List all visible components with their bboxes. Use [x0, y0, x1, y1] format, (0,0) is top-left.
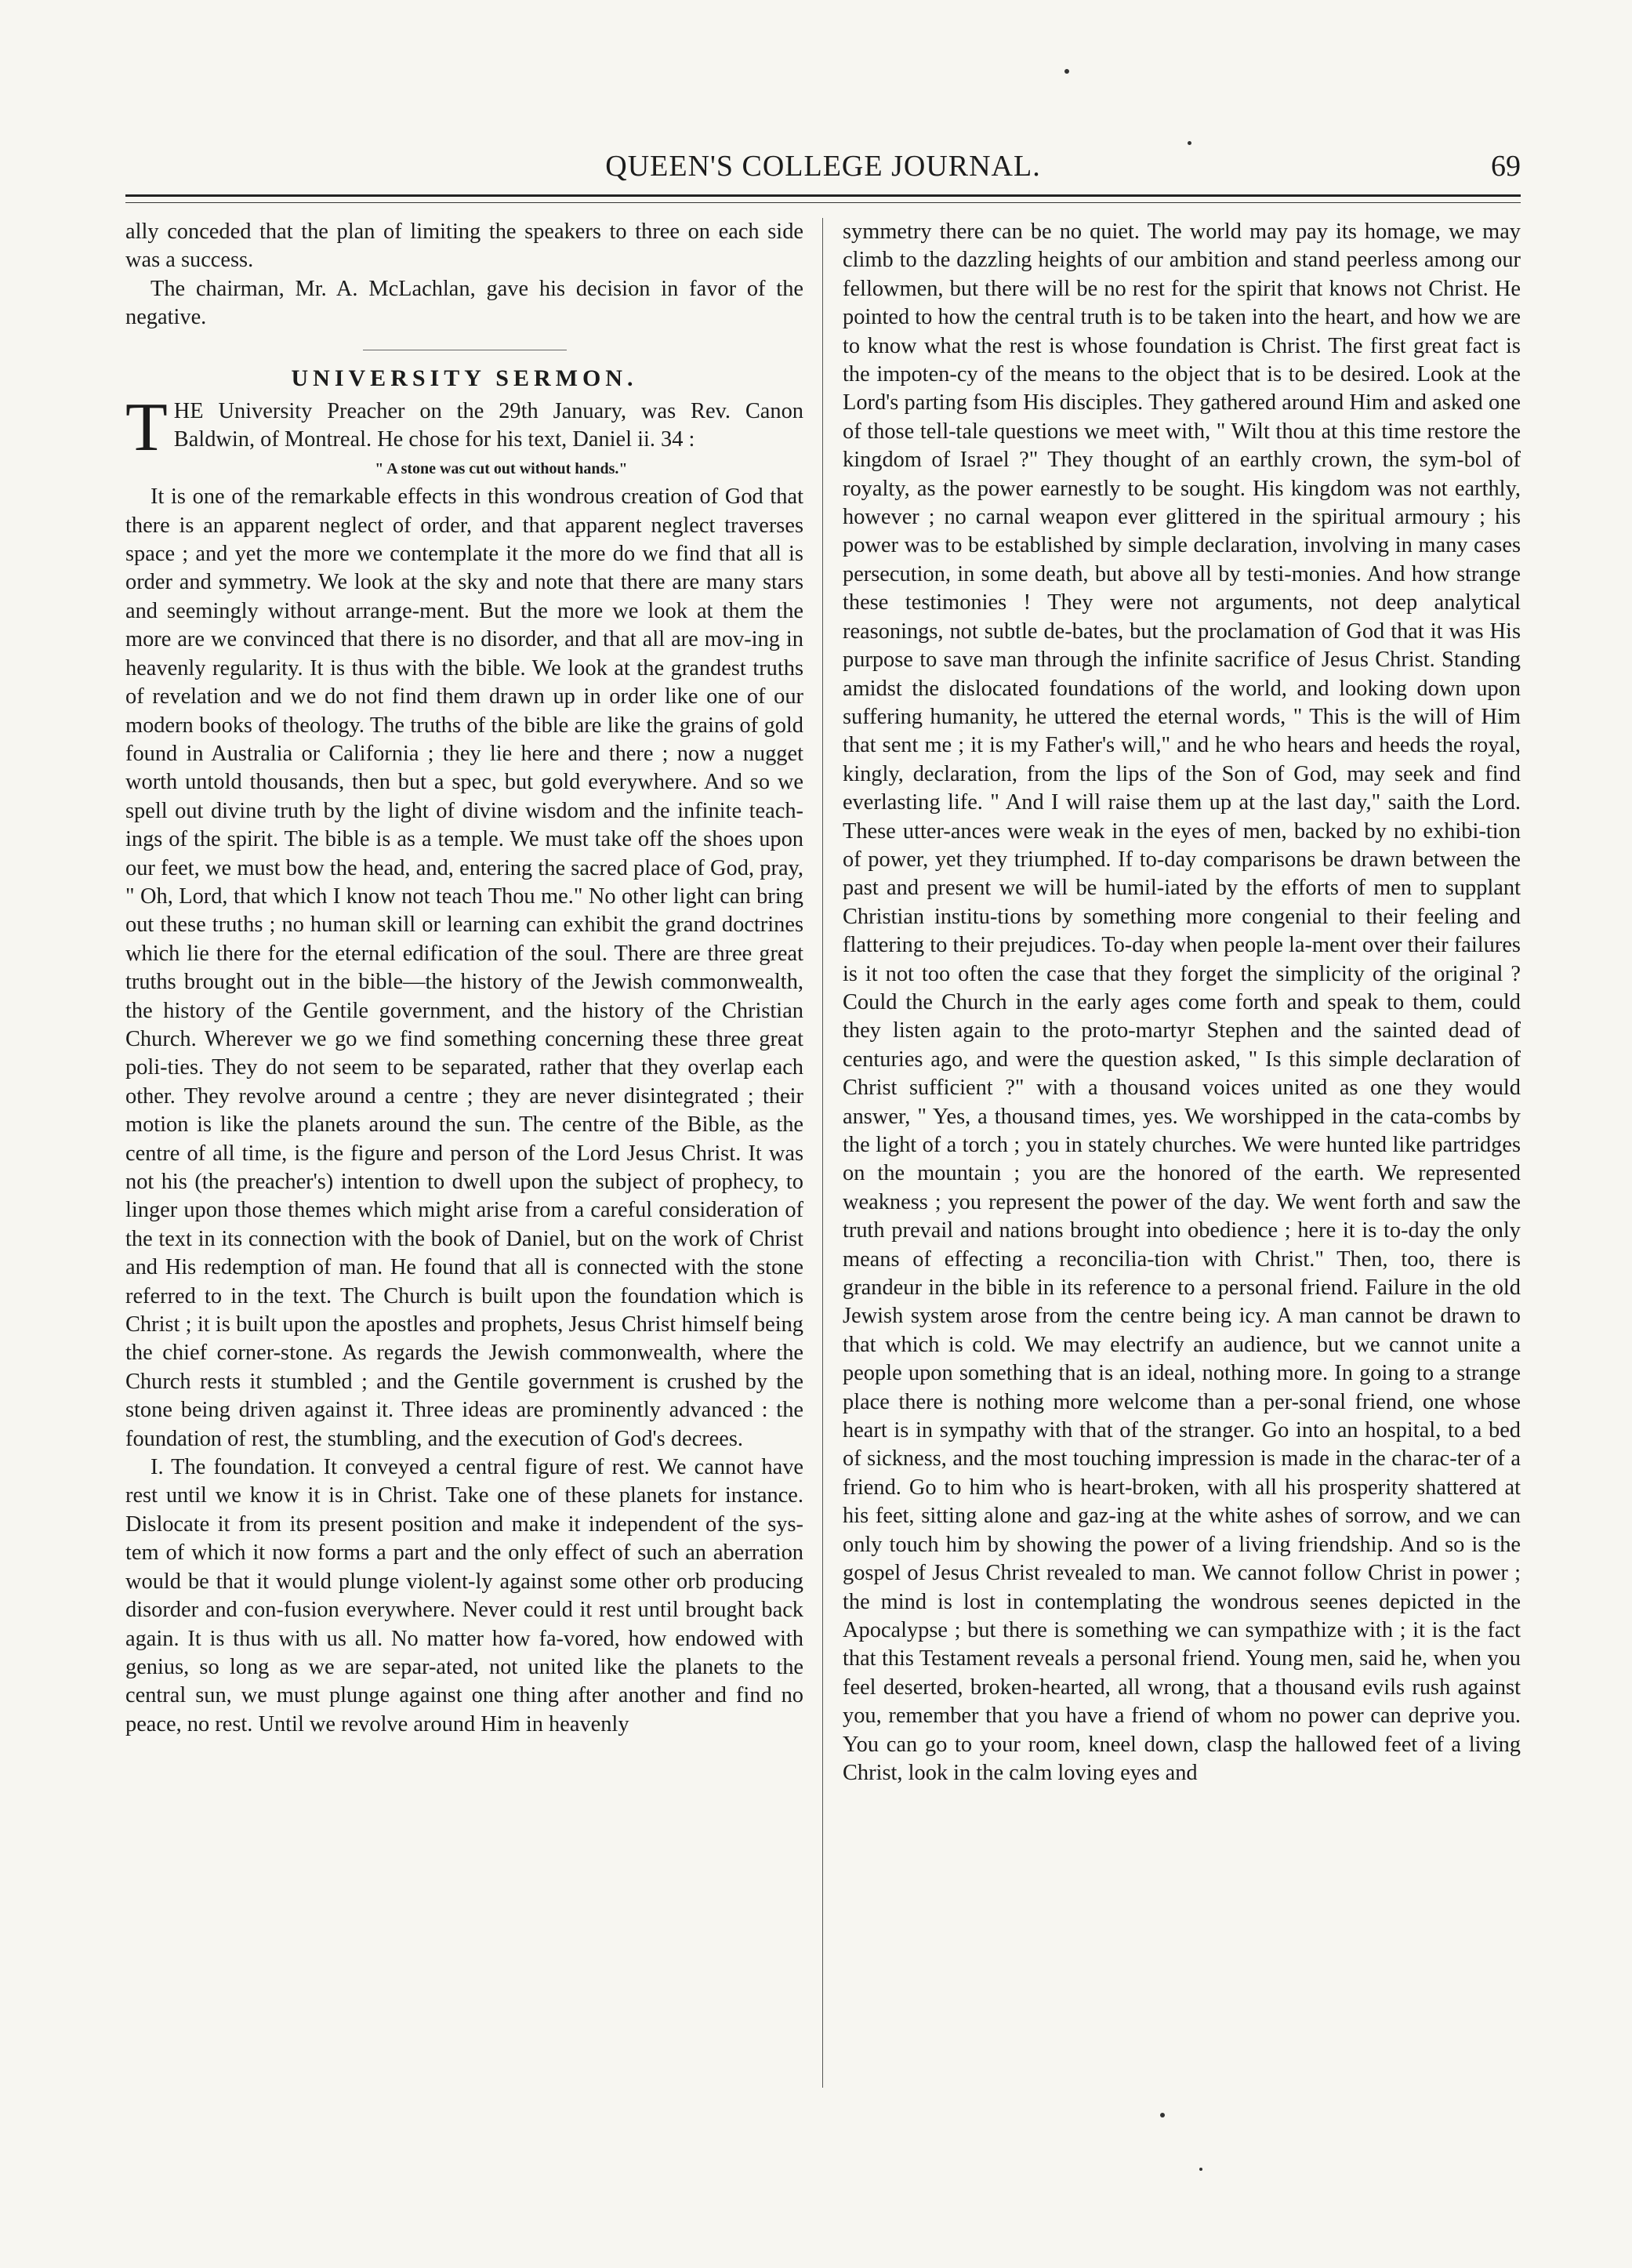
- intro-text: HE University Preacher on the 29th January, was Rev. Canon Baldwin, of Montreal. He chose for his text, Daniel ii. 34 :: [173, 399, 803, 452]
- left-column: [125, 218, 803, 1739]
- column-divider: [822, 218, 823, 2088]
- article-title: UNIVERSITY SERMON.: [291, 365, 638, 391]
- article-intro: [125, 390, 803, 466]
- running-title: QUEEN'S COLLEGE JOURNAL.: [605, 150, 1041, 183]
- drop-cap: T: [125, 390, 168, 466]
- epigraph: " A stone was cut out without hands.": [375, 459, 628, 477]
- body-paragraph: It is one of the remarkable effects in this wondrous creation of God that there is an apparent neglect of order, and that apparent neglect traverses space ; and yet the more we contemplate it the more do we find that all is order and symmetry. We look at the sky and note that there are many stars and seemingly without arrange-ment. But the more we look at them the more are we convinced that there is no disorder, and that all are mov-ing in heavenly regularity. It is thus with the bible. We look at the grandest truths of revelation and we do not find them drawn up in order like one of our modern books of theology. The truths of the bible are like the grains of gold found in Australia or California ; they lie here and there ; now a nugget worth untold thousands, then but a spec, but gold everywhere. And so we spell out divine truth by the light of divine wisdom and the infinite teach-ings of the spirit. The bible is as a temple. We must take off the shoes upon our feet, we must bow the head, and, entering the sacred place of God, pray, " Oh, Lord, that which I know not teach Thou me." No other light can bring out these truths ; no human skill or learning can exhibit the grand doctrines which lie there for the eternal edification of the soul. There are three great truths brought out in the bible—the history of the Jewish commonwealth, the history of the Gentile government, and the history of the Christian Church. Wherever we go we find something concerning these three great poli-ties. They do not seem to be separated, rather that they overlap each other. They revolve around a centre ; they are never disintegrated ; their motion is like the planets around the sun. The centre of the Bible, as the centre of all time, is the figure and person of the Lord Jesus Christ. It was not his (the preacher's) intention to dwell upon the subject of prophecy, to linger upon those themes which might arise from a careful consideration of the text in its connection with the book of Daniel, but on the work of Christ and His redemption of man. He found that all is connected with the stone referred to in the text. The Church is built upon the foundation which is Christ ; it is built upon the apostles and prophets, Jesus Christ himself being the chief corner-stone. As regards the Jewish commonwealth, where the Church rests it stumbled ; and the Gentile government is crushed by the stone being driven against it. Three ideas are prominently advanced : the foundation of rest, the stumbling, and the execution of God's decrees.: [125, 484, 803, 1451]
- header-rule-thick: [125, 194, 1521, 197]
- right-column: [843, 218, 1521, 1787]
- print-speck: [1188, 141, 1191, 145]
- print-speck: [1199, 2168, 1202, 2171]
- debate-paragraph: ally conceded that the plan of limiting the speakers to three on each side was a success.: [125, 220, 803, 273]
- print-speck: [1160, 2113, 1165, 2117]
- body-paragraph: symmetry there can be no quiet. The world may pay its homage, we may climb to the dazzling heights of our ambition and stand peerless among our fellowmen, but there will be no rest for the spirit that knows not Christ. He pointed to how the central truth is to be taken into the heart, and how we are to know what the rest is whose foundation is Christ. The first great fact is the impoten-cy of the means to the object that is to be desired. Look at the Lord's parting fsom His disciples. They gathered around Him and asked one of those tell-tale questions we meet with, " Wilt thou at this time restore the kingdom of Israel ?" They thought of an earthly crown, the sym-bol of royalty, as the power earnestly to be sought. His kingdom was not earthly, however ; no carnal weapon ever glittered in the spiritual armoury ; his power was to be established by simple declaration, involving in many cases persecution, in some death, but above all by testi-monies. And how strange these testimonies ! They were not arguments, not deep analytical reasonings, not subtle de-bates, but the proclamation of God that it was His purpose to save man through the infinite sacrifice of Jesus Christ. Standing amidst the dislocated foundations of the world, and looking down upon suffering humanity, he uttered the eternal words, " This is the will of Him that sent me ; it is my Father's will," and he who hears and heeds the royal, kingly, declaration, from the lips of the Son of God, may seek and find everlasting life. " And I will raise them up at the last day," saith the Lord. These utter-ances were weak in the eyes of men, backed by no exhibi-tion of power, yet they triumphed. If to-day comparisons be drawn between the past and present we will be humil-iated by the efforts of men to supplant Christian institu-tions by something more congenial to their feeling and flattering to their prejudices. To-day when people la-ment over their failures is it not too often the case that they forget the simplicity of the original ? Could the Church in the early ages come forth and speak to them, could they listen again to the proto-martyr Stephen and the sainted dead of centuries ago, and were the question asked, " Is this simple declaration of Christ sufficient ?" with a thousand voices united as one they would answer, " Yes, a thousand times, yes. We worshipped in the cata-combs by the light of a torch ; you in stately churches. We were hunted like partridges on the mountain ; you are the honored of the earth. We represented weakness ; you represent the power of the day. We went forth and saw the truth prevail and nations brought into obedience ; here it is to-day the only means of effecting a reconcilia-tion with Christ." Then, too, there is grandeur in the bible in its reference to a personal friend. Failure in the old Jewish system arose from the centre being icy. A man cannot be drawn to that which is cold. We may electrify an audience, but we cannot unite a people upon something that is an ideal, nothing more. In going to a strange place there is nothing more welcome than a per-sonal friend, one whose heart is in sympathy with that of the stranger. Go into an hospital, to a bed of sickness, and the most touching impression is made in the charac-ter of a friend. Go to him who is heart-broken, with all his prosperity shattered at his feet, sitting alone and gaz-ing at the white ashes of sorrow, and we can only touch him by showing the power of a living friendship. And so is the gospel of Jesus Christ revealed to man. We cannot follow Christ in power ; the mind is lost in contemplating the wondrous seenes depicted in the Apocalypse ; but there is something we can sympathize with ; it is the fact that this Testament reveals a personal friend. Young men, said he, when you feel deserted, broken-hearted, all wrong, that a thousand evils rush against you, remember that you have a friend of whom no power can deprive you. You can go to your room, kneel down, clasp the hallowed feet of a living Christ, look in the calm loving eyes and: [843, 220, 1521, 1785]
- body-paragraph: I. The foundation. It conveyed a central figure of rest. We cannot have rest until we know it is in Christ. Take one of these planets for instance. Dislocate it from its present position and make it independent of the sys-tem of which it now forms a part and the only effect of such an aberration would be that it would plunge violent-ly against some other orb producing disorder and con-fusion everywhere. Never could it rest until brought back again. It is thus with us all. No matter how fa-vored, how endowed with genius, so long as we are separ-ated, not united like the planets to the central sun, we must plunge against one thing after another and find no peace, no rest. Until we revolve around Him in heavenly: [125, 1455, 803, 1736]
- header-rule-thin: [125, 202, 1521, 203]
- print-speck: [1064, 69, 1069, 74]
- debate-paragraph: The chairman, Mr. A. McLachlan, gave his decision in favor of the negative.: [125, 276, 803, 330]
- page-header: [125, 149, 1521, 196]
- page-number: 69: [1491, 150, 1521, 183]
